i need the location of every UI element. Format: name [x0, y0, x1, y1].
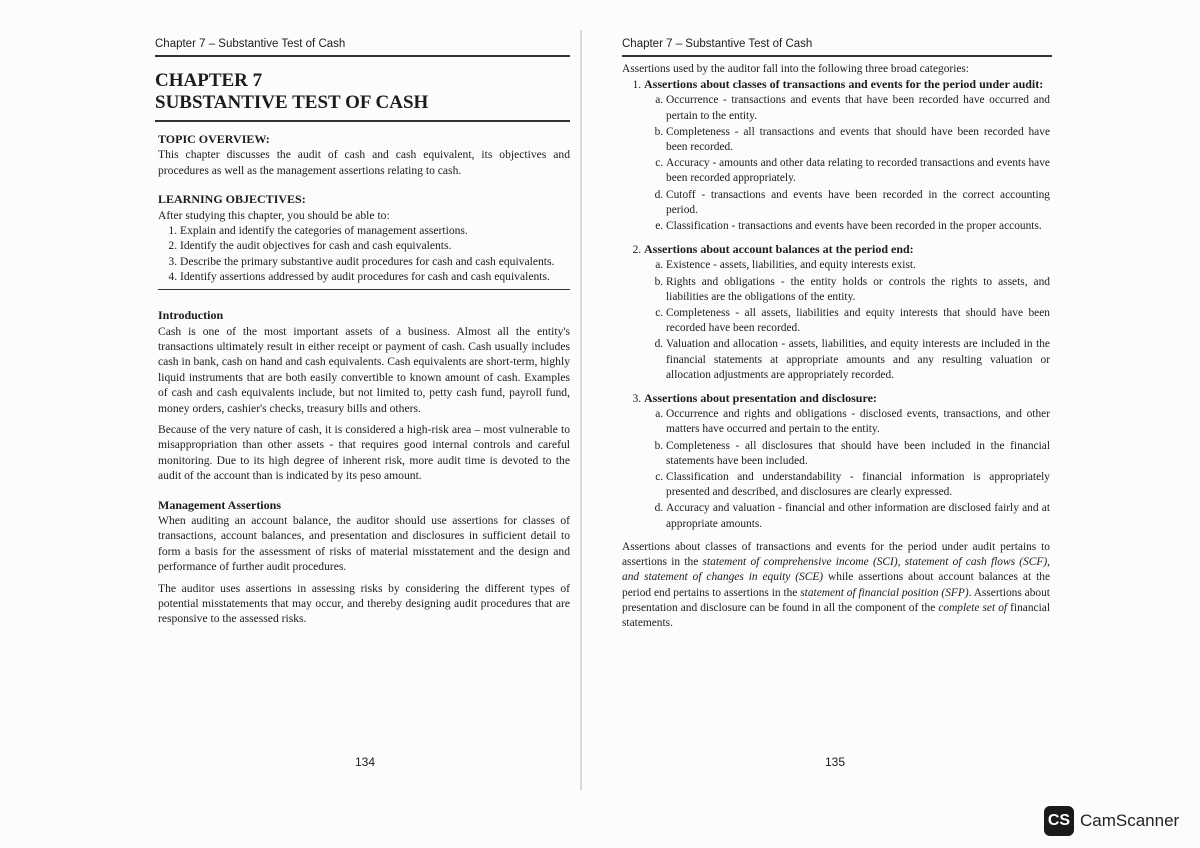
left-body — [158, 132, 570, 633]
term: Completeness — [666, 125, 730, 138]
list-item — [666, 93, 1050, 123]
book-gutter — [580, 30, 582, 790]
title-rule — [155, 120, 570, 122]
header-rule — [622, 55, 1052, 57]
closing-text: while assertions about account balances at the period end pertains to assertions in the — [622, 571, 1050, 599]
camscanner-watermark — [1044, 806, 1179, 836]
assertions-intro: Assertions used by the auditor fall into the following three broad categories: — [622, 63, 970, 75]
assertion-categories — [622, 77, 1050, 532]
definition: - all assets, liabilities and equity interests that should have been recorded have been recorded. — [666, 307, 1050, 335]
learning-objectives-heading: LEARNING OBJECTIVES: — [158, 192, 306, 207]
list-item — [666, 470, 1050, 500]
chapter-title — [155, 70, 428, 114]
closing-text: financial statements. — [622, 601, 1050, 629]
list-item — [666, 125, 1050, 155]
management-assertions-heading: Management Assertions — [158, 497, 281, 512]
definition: - the entity holds or controls the rights to assets, and liabilities are the obligations of the entity. — [666, 275, 1050, 303]
list-item — [666, 501, 1050, 531]
definition: - all disclosures that should have been included in the financial statements have been included. — [666, 439, 1050, 467]
introduction-paragraph: Because of the very nature of cash, it is considered a high-risk area – most vulnerable to misappropriation than other assets - that requires good internal controls and careful monitoring. Due to its high degree of inherent risk, more audit time is devoted to the audit of the account than is indicated by its peso amount. — [158, 423, 570, 483]
list-item — [666, 275, 1050, 305]
category-heading: Assertions about presentation and disclosure: — [644, 391, 877, 406]
learning-objectives-list — [158, 223, 570, 285]
definition: - amounts and other data relating to recorded transactions and events have been recorded appropriately. — [666, 157, 1050, 185]
closing-emphasis: complete set of — [938, 601, 1008, 614]
right-page — [620, 0, 1060, 848]
term: Accuracy — [666, 157, 710, 170]
chapter-number: CHAPTER 7 — [155, 70, 263, 91]
definition: - all transactions and events that should have been recorded have been recorded. — [666, 125, 1050, 154]
introduction-heading: Introduction — [158, 308, 224, 323]
learning-objectives-intro: After studying this chapter, you should be able to: — [158, 208, 390, 222]
category-item — [644, 242, 1050, 383]
category-sublist — [644, 93, 1050, 234]
definition: - financial and other information are disclosed fairly and at appropriate amounts. — [666, 502, 1050, 530]
management-assertions-paragraph: The auditor uses assertions in assessing risks by considering the different types of potential misstatements that may occur, and thereby designing audit procedures that are responsive to the assessed risks. — [158, 581, 570, 626]
right-body — [622, 62, 1050, 637]
term: Classification — [666, 220, 729, 233]
page-number: 135 — [825, 755, 846, 769]
list-item — [666, 407, 1050, 437]
definition: - transactions and events have been recorded in the proper accounts. — [728, 220, 1042, 233]
category-item — [644, 77, 1050, 234]
list-item: 1. Explain and identify the categories of management assertions. — [180, 223, 570, 238]
left-page — [140, 0, 570, 848]
term: Completeness — [666, 307, 730, 320]
category-sublist — [644, 258, 1050, 383]
list-item: 3. Describe the primary substantive audit procedures for cash and cash equivalents. — [180, 254, 570, 269]
camscanner-logo-icon: CS — [1044, 806, 1074, 836]
term: Existence — [666, 259, 711, 272]
category-heading: Assertions about account balances at the period end: — [644, 242, 914, 257]
header-rule — [155, 55, 570, 57]
definition: - transactions and events that have been recorded have occurred and pertain to the entity. — [666, 94, 1050, 122]
topic-overview-heading: TOPIC OVERVIEW: — [158, 132, 270, 146]
closing-emphasis: statement of comprehensive income (SCI), statement of cash flows (SCF), and statement of changes in equity (SCE) — [622, 556, 1050, 584]
term: Cutoff — [666, 188, 696, 201]
definition: - disclosed events, transactions, and other matters have occurred and pertain to the entity. — [666, 408, 1050, 436]
closing-text: Assertions about classes of transactions and events for the period under audit pertains to assertions in the — [622, 540, 1050, 569]
term: Completeness — [666, 439, 730, 452]
section-rule — [158, 289, 570, 291]
page-number: 134 — [355, 755, 376, 769]
term: Valuation and allocation — [666, 338, 778, 351]
camscanner-label: CamScanner — [1080, 811, 1180, 830]
running-header: Chapter 7 – Substantive Test of Cash — [155, 38, 346, 50]
closing-text: . Assertions about presentation and disclosure can be found in all the component of the — [622, 586, 1050, 614]
term: Occurrence and rights and obligations — [666, 408, 847, 421]
topic-overview-text: This chapter discusses the audit of cash and cash equivalent, its objectives and procedures as well as the management assertions relating to cash. — [158, 148, 570, 177]
term: Occurrence — [666, 94, 719, 107]
definition: - assets, liabilities, and equity interests are included in the financial statements at appropriate amounts and any resulting valuation or allocation adjustments are appropriately recorded. — [666, 338, 1050, 381]
category-heading: Assertions about classes of transactions and events for the period under audit: — [644, 77, 1044, 92]
definition: - transactions and events have been recorded in the correct accounting period. — [666, 188, 1050, 216]
list-item — [666, 156, 1050, 186]
closing-emphasis: statement of financial position (SFP) — [800, 586, 969, 599]
list-item — [666, 188, 1050, 218]
term: Accuracy and valuation — [666, 502, 775, 515]
list-item: 2. Identify the audit objectives for cash and cash equivalents. — [180, 238, 570, 253]
category-sublist — [644, 407, 1050, 532]
definition: - assets, liabilities, and equity interests exist. — [710, 259, 916, 272]
list-item — [666, 306, 1050, 336]
list-item: 4. Identify assertions addressed by audit procedures for cash and cash equivalents. — [180, 269, 570, 284]
term: Rights and obligations — [666, 275, 775, 288]
definition: - financial information is appropriately presented and described, and disclosures are clearly expressed. — [666, 471, 1050, 499]
list-item — [666, 258, 1050, 273]
management-assertions-paragraph: When auditing an account balance, the auditor should use assertions for classes of transactions, account balances, and presentation and disclosures in sufficient detail to form a basis for the assessment of risks of material misstatement and the design and performance of further audit procedures. — [158, 514, 570, 574]
chapter-name: SUBSTANTIVE TEST OF CASH — [155, 92, 429, 113]
list-item — [666, 337, 1050, 383]
category-item — [644, 391, 1050, 532]
list-item — [666, 439, 1050, 469]
list-item — [666, 219, 1050, 234]
term: Classification and understandability — [666, 471, 842, 484]
closing-paragraph — [622, 540, 1050, 631]
running-header: Chapter 7 – Substantive Test of Cash — [622, 38, 813, 50]
introduction-paragraph: Cash is one of the most important assets of a business. Almost all the entity's transactions ultimately result in either receipt or payment of cash. Cash usually includes cash in bank, cash on hand and cash equivalents. Cash equivalents are short-term, highly liquid instruments that are both easily convertible to known amount of cash. Examples of cash and cash equivalents include, but not limited to, petty cash fund, payroll fund, money orders, cashier's checks, treasury bills and others. — [158, 324, 570, 415]
